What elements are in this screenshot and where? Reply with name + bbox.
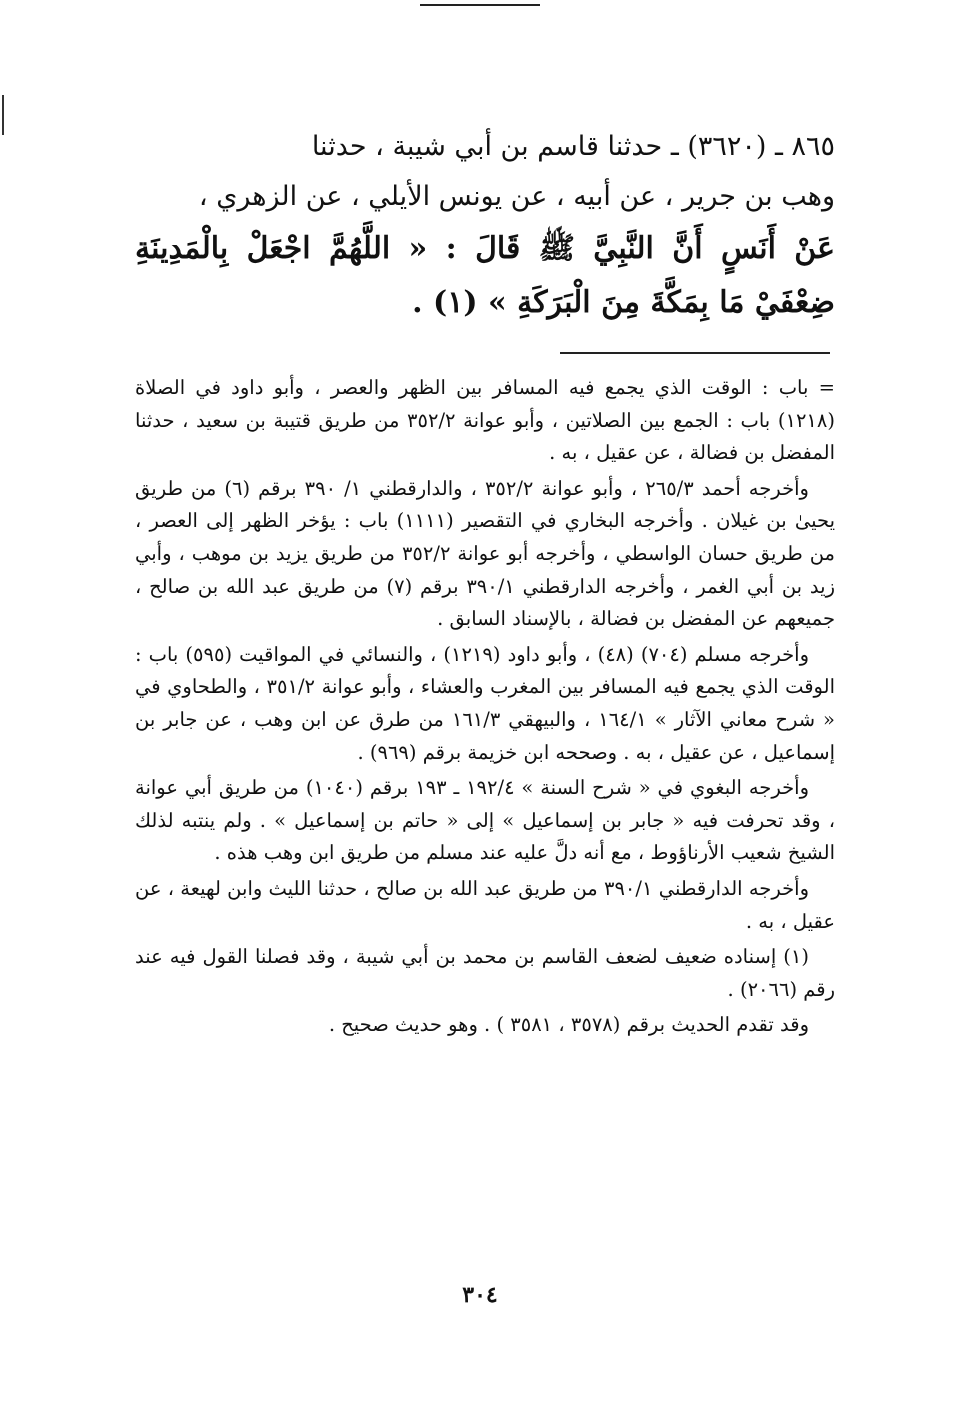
hadith-line-1: ٨٦٥ ـ (٣٦٢٠) ـ حدثنا قاسم بن أبي شيبة ، حدثنا xyxy=(311,131,835,162)
footnote-paragraph: وأخرجه البغوي في « شرح السنة » ١٩٢/٤ ـ ١٩٣ برقم (١٠٤٠) من طريق أبي عوانة ، وقد تحرفت فيه « جابر بن إسماعيل » إلى « حاتم بن إسماعيل » . ولم ينتبه لذلك الشيخ شعيب الأرناؤوط ، مع أنه دلَّ عليه عند مسلم من طريق ابن وهب هذه . xyxy=(135,776,835,865)
page-number: ٣٠٤ xyxy=(462,1282,498,1308)
footnote-separator xyxy=(560,352,830,354)
footnote-paragraph: = باب : الوقت الذي يجمع فيه المسافر بين الظهر والعصر ، وأبو داود في الصلاة (١٢١٨) باب : الجمع بين الصلاتين ، وأبو عوانة ٣٥٢/٢ من طريق قتيبة بن سعيد ، حدثنا المفضل بن فضالة ، عن عقيل ، به . xyxy=(135,376,835,465)
top-rule xyxy=(420,4,540,6)
footnote-paragraph: وأخرجه أحمد ٢٦٥/٣ ، وأبو عوانة ٣٥٢/٢ ، والدارقطني ١/ ٣٩٠ برقم (٦) من طريق يحيىٰ بن غيلان . وأخرجه البخاري في التقصير (١١١١) باب : يؤخر الظهر إلى العصر ، من طريق حسان الواسطي ، وأخرجه أبو عوانة ٣٥٢/٢ من طريق يزيد بن موهب ، وأبي زيد بن أبي الغمر ، وأخرجه الدارقطني ٣٩٠/١ برقم (٧) من طريق عبد الله بن صالح ، جميعهم عن المفضل بن فضالة ، بالإسناد السابق . xyxy=(135,476,835,631)
hadith-line-2: وهب بن جرير ، عن أبيه ، عن يونس الأيلي ، عن الزهري ، xyxy=(198,181,835,212)
footnotes xyxy=(135,372,835,1045)
footnote-paragraph: وأخرجه مسلم (٧٠٤) (٤٨) ، وأبو داود (١٢١٩) ، والنسائي في المواقيت (٥٩٥) باب : الوقت الذي يجمع فيه المسافر بين المغرب والعشاء ، وأبو عوانة ٣٥١/٢ ، والطحاوي في « شرح معاني الآثار » ١٦٤/١ ، والبيهقي ١٦١/٣ من طرق عن ابن وهب ، عن جابر بن إسماعيل ، عن عقيل ، به . وصححه ابن خزيمة برقم (٩٦٩) . xyxy=(135,642,835,764)
footnote-paragraph: وقد تقدم الحديث برقم (٣٥٧٨ ، ٣٥٨١ ) . وهو حديث صحيح . xyxy=(328,1013,809,1037)
margin-mark xyxy=(2,95,4,135)
hadith-text xyxy=(135,122,835,330)
footnote-paragraph: (١) إسناده ضعيف لضعف القاسم بن محمد بن أبي شيبة ، وقد فصلنا القول فيه عند رقم (٢٠٦٦) . xyxy=(135,945,835,1001)
hadith-quote: عَنْ أَنَسٍ أَنَّ النَّبِيَّ ﷺ قَالَ : « اللَّهُمَّ اجْعَلْ بِالْمَدِينَةِ ضِعْفَيْ مَا بِمَكَّةَ مِنَ الْبَرَكَةِ » (١) . xyxy=(135,231,835,320)
footnote-paragraph: وأخرجه الدارقطني ٣٩٠/١ من طريق عبد الله بن صالح ، حدثنا الليث وابن لهيعة ، عن عقيل ، به . xyxy=(135,876,835,933)
